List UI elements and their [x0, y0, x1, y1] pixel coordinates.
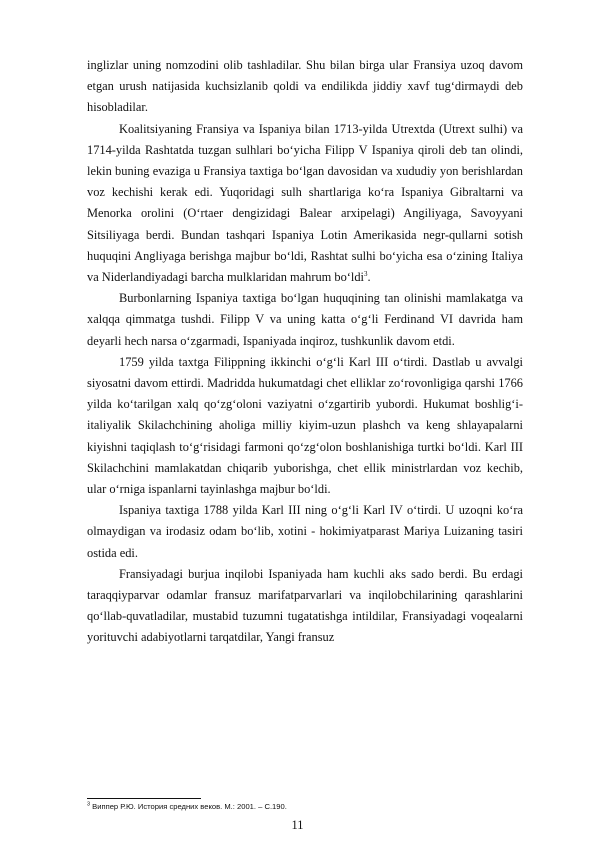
- footnote-reference[interactable]: 3: [363, 269, 368, 278]
- paragraph-1-text: inglizlar uning nomzodini olib tashladilar. Shu bilan birga ular Fransiya uzoq davom etgan urush natijasida kuchsizlanib qoldi va endilikda jiddiy xavf tug‘dirmaydi deb hisobladilar.: [87, 58, 523, 115]
- paragraph-3: [87, 288, 523, 352]
- footnote-separator: [87, 798, 201, 799]
- paragraph-6-text: Fransiyadagi burjua inqilobi Ispaniyada ham kuchli aks sado berdi. Bu erdagi taraqqiyparvar odamlar fransuz marifatparvarlari va inqilobchilarining qarashlarini qo‘llab-quvatladilar, mustabid tuzumni tugatatishga intildilar, Fransiyadagi voqealarni yorituvchi adabiyotlarni tarqatdilar, Yangi fransuz: [87, 566, 523, 645]
- paragraph-5-text: Ispaniya taxtiga 1788 yilda Karl III ning o‘g‘li Karl IV o‘tirdi. U uzoqni ko‘ra olmaydigan va irodasiz odam bo‘lib, xotini - hokimiyatparast Mariya Luizaning tasiri ostida edi.: [87, 503, 523, 560]
- paragraph-1: [87, 55, 523, 119]
- body-text: [87, 55, 523, 649]
- paragraph-3-text: Burbonlarning Ispaniya taxtiga bo‘lgan huquqining tan olinishi mamlakatga va xalqqa qimmatga tushdi. Filipp V va uning katta o‘g‘li Ferdinand VI davrida ham deyarli hech narsa o‘zgarmadi, Ispaniyada inqiroz, tushkunlik davom etdi.: [87, 291, 523, 348]
- paragraph-2: Koalitsiyaning Fransiya va Ispaniya bilan 1713-yilda Utrextda (Utrext sulhi) va 1714-yilda Rashtatda tuzgan sulhlari bo‘yicha Filipp V Ispaniya qiroli deb tan olindi, lekin buning evaziga u Fransiya taxtiga bo‘lgan davosidan va xududiy yon berishlardan voz kechishi kerak edi. Yuqoridagi sulh shartlariga ko‘ra Ispaniya Gibraltarni va Menorka orolini (O‘rtaer dengizidagi Balear arxipelagi) Angiliyaga, Savoyyani Sitsiliyaga berdi. Bundan tashqari Ispaniya Lotin Amerikasida negr-qullarni sotish huquqini Angliyaga berishga majbur bo‘ldi, Rashtat sulhi bo‘yicha esa o‘zining Italiya va Niderlandiyadagi barcha mulklaridan mahrum bo‘ldi$^3$.: [87, 121, 523, 285]
- footnote-marker: 3: [87, 801, 91, 808]
- paragraph-6: [87, 564, 523, 649]
- footnote-text: Виппер Р.Ю. История средних веков. М.: 2001. – С.190.: [90, 802, 287, 811]
- footnote: [87, 802, 523, 812]
- paragraph-4-text: 1759 yilda taxtga Filippning ikkinchi o‘g‘li Karl III o‘tirdi. Dastlab u avvalgi siyosatni davom ettirdi. Madridda hukumatdagi chet elliklar zo‘rovonligiga qarshi 1766 yilda ko‘tarilgan xalq qo‘zg‘oloni vaziyatni o‘zgartirib yubordi. Hukumat boshlig‘i-italiyalik Skilachchining aholiga milliy kiyim-uzun plashch va keng shlayapalarni kiyishni taqiqlash to‘g‘risidagi farmoni qo‘zg‘olon boshlanishiga turtki bo‘ldi. Karl III Skilachchini mamlakatdan chiqarib yuborishga, chet ellik ministrlardan voz kechib, ular o‘rniga ispanlarni tayinlashga majbur bo‘ldi.: [87, 354, 523, 497]
- paragraph-2-text: Koalitsiyaning Fransiya va Ispaniya bilan 1713-yilda Utrextda (Utrext sulhi) va 1714-yilda Rashtatda tuzgan sulhlari bo‘yicha Filipp V Ispaniya qiroli deb tan olindi, lekin buning evaziga u Fransiya taxtiga bo‘lgan davosidan va xududiy yon berishlardan voz kechishi kerak edi. Yuqoridagi sulh shartlariga ko‘ra Ispaniya Gibraltarni va Menorka orolini (O‘rtaer dengizidagi Balear arxipelagi) Angiliyaga, Savoyyani Sitsiliyaga berdi. Bundan tashqari Ispaniya Lotin Amerikasida negr-qullarni sotish huquqini Angliyaga berishga majbur bo‘ldi, Rashtat sulhi bo‘yicha esa o‘zining Italiya va Niderlandiyadagi barcha mulklaridan mahrum bo‘ldi: [87, 121, 523, 285]
- paragraph-4: [87, 352, 523, 500]
- page-number: 11: [291, 818, 304, 832]
- paragraph-5: [87, 500, 523, 564]
